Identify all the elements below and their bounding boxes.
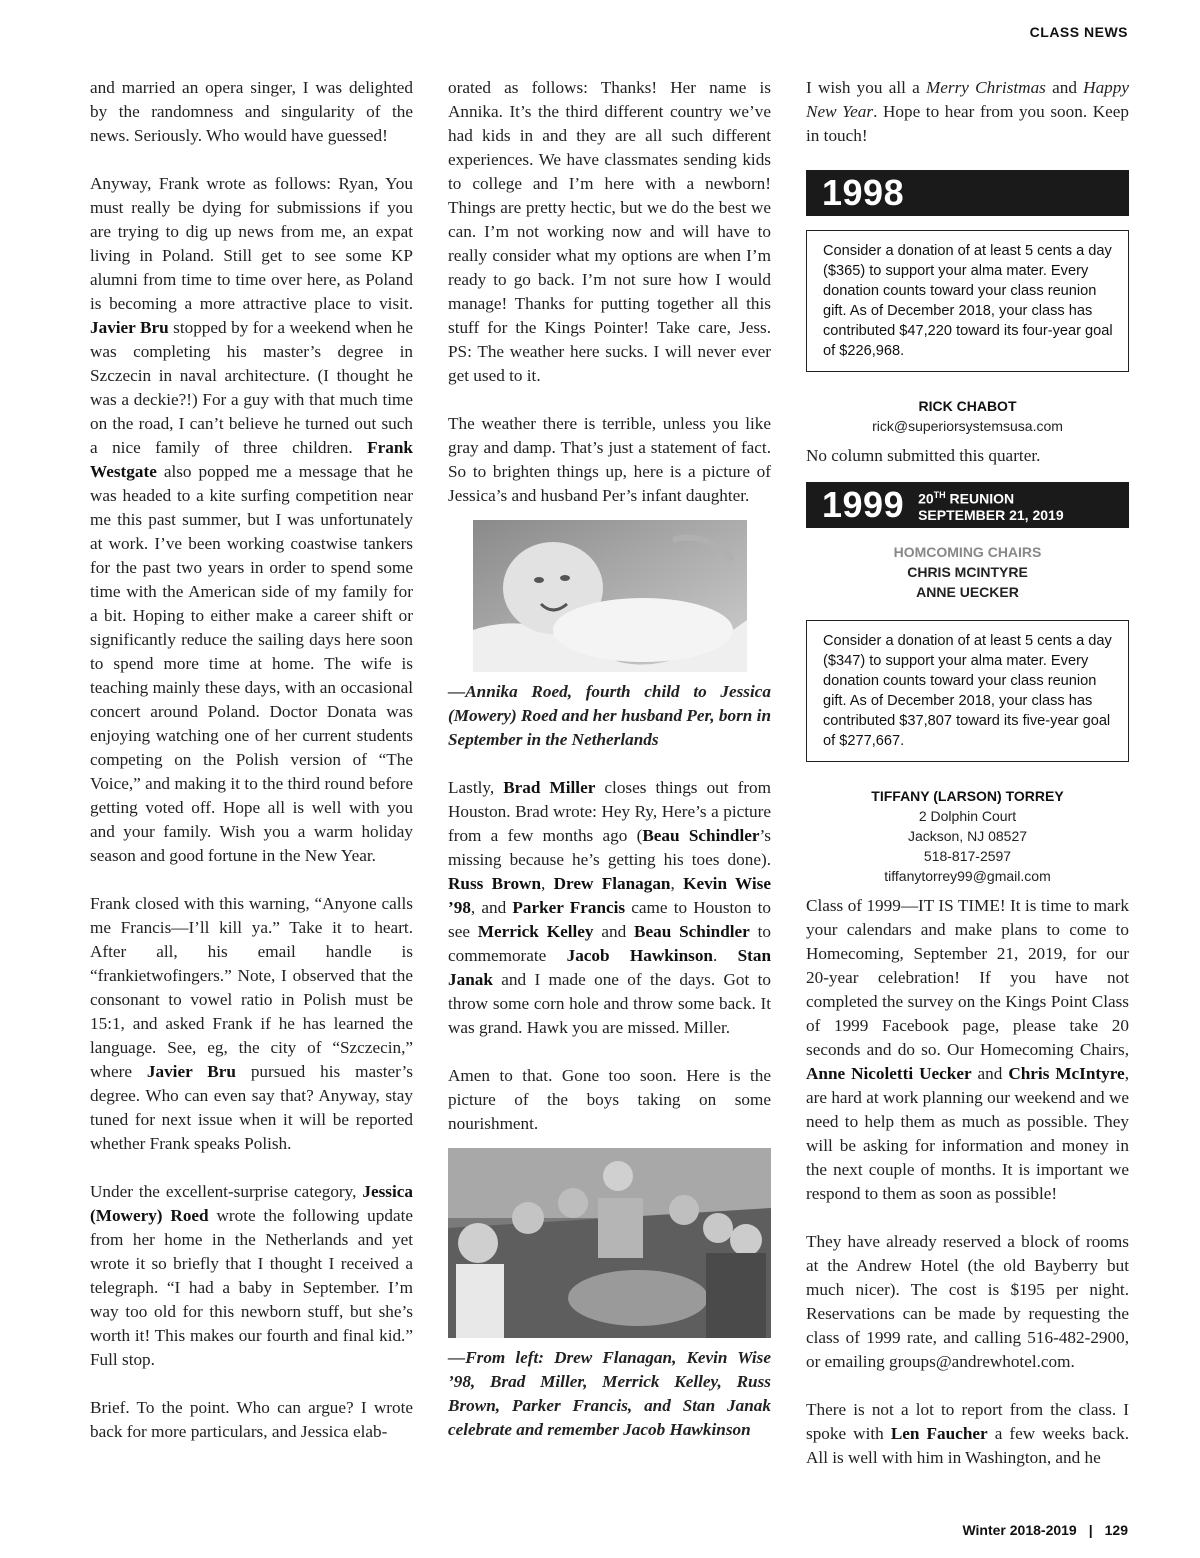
person-name: Drew Flanagan: [553, 874, 671, 893]
paragraph: Frank closed with this warning, “Anyone calls me Francis—I’ll kill ya.” Take it to heart. After all, his email handle is “frankietwofingers.” Note, I observed that the consonant to vowel ratio in Polish must be 15:1, and asked Frank if he has learned the language. See, eg, the city of “Szczecin,” where Javier Bru pursued his master’s degree. Who can even say that? Anyway, stay tuned for next issue when it will be reported whether Frank speaks Polish.: [90, 894, 413, 1153]
chair-name: ANNE UECKER: [916, 584, 1019, 600]
paragraph: Class of 1999—IT IS TIME! It is time to mark your calendars and make plans to come to Homecoming, September 21, 2019, for our 20-year celebration! If you have not completed the survey on the Kings Point Class of 1999 Facebook page, please take 20 seconds and do so. Our Homecoming Chairs, Anne Nicoletti Uecker and Chris McIntyre, are hard at work planning our weekend and we need to help them as much as possible. They will be asking for information and money in the next couple of months. It is important we respond to them as soon as possible!: [806, 896, 1129, 1203]
contact-email: rick@superiorsystemsusa.com: [872, 418, 1063, 434]
person-name: Jacob Hawkinson: [566, 946, 713, 965]
paragraph: Lastly, Brad Miller closes things out from Houston. Brad wrote: Hey Ry, Here’s a picture from a few months ago (Beau Schindler’s missing because he’s getting his toes done). Russ Brown, Drew Flanagan, Kevin Wise ’98, and Parker Francis came to Houston to see Merrick Kelley and Beau Schindler to commemorate Jacob Hawkinson. Stan Janak and I made one of the days. Got to throw some corn hole and throw some back. It was grand. Hawk you are missed. Miller.: [448, 778, 772, 1037]
paragraph: I wish you all a Merry Christmas and Happy New Year. Hope to hear from you soon. Keep in touch!: [806, 78, 1129, 145]
contact-name: RICK CHABOT: [918, 398, 1017, 414]
person-name: Chris McIntyre: [1008, 1064, 1125, 1083]
chair-name: CHRIS MCINTYRE: [907, 564, 1028, 580]
photo-caption: —From left: Drew Flanagan, Kevin Wise ’98, Brad Miller, Merrick Kelley, Russ Brown, Parker Francis, and Stan Janak celebrate and remember Jacob Hawkinson: [448, 1348, 771, 1439]
person-name: Russ Brown: [448, 874, 542, 893]
person-name: Javier Bru: [146, 1062, 236, 1081]
photo-caption: —Annika Roed, fourth child to Jessica (Mowery) Roed and her husband Per, born in September in the Netherlands: [448, 682, 771, 749]
class-year: 1998: [822, 172, 905, 213]
homecoming-chairs: [806, 542, 1129, 602]
column-3: [806, 76, 1129, 1470]
page-footer: [962, 1522, 1128, 1538]
person-name: Beau Schindler: [642, 826, 760, 845]
donation-box: Consider a donation of at least 5 cents a day ($365) to support your alma mater. Every donation counts toward your class reunion gift. As of December 2018, your class has contributed $47,220 toward its four-year goal of $226,968.: [806, 230, 1129, 372]
column-1: [90, 76, 413, 1444]
issue-label: Winter 2018-2019: [962, 1522, 1077, 1538]
class-year-banner: [806, 482, 1129, 528]
section-header: CLASS NEWS: [1029, 24, 1128, 40]
paragraph: Under the excellent-surprise category, Jessica (Mowery) Roed wrote the following update from her home in the Netherlands and yet wrote it so briefly that I thought I received a telegraph. “I had a baby in September. I’m way too old for this newborn stuff, but she’s worth it! This makes our fourth and final kid.” Full stop.: [90, 1182, 413, 1369]
person-name: Len Faucher: [890, 1424, 988, 1443]
footer-separator: |: [1088, 1522, 1093, 1538]
paragraph: There is not a lot to report from the class. I spoke with Len Faucher a few weeks back. All is well with him in Washington, and he: [806, 1400, 1130, 1467]
paragraph: No column submitted this quarter.: [806, 446, 1041, 465]
paragraph: orated as follows: Thanks! Her name is Annika. It’s the third different country we’ve had kids in and they are all such different experiences. We have classmates sending kids to college and I’m here with a newborn! Things are pretty hectic, but we do the best we can. I’m not working now and will have to really consider what my options are when I’m ready to go back. I’m not sure how I would manage! Thanks for putting together all this stuff for the Kings Pointer! Take care, Jess. PS: The weather here sucks. I will never ever get used to it.: [448, 78, 771, 385]
person-name: Beau Schindler: [634, 922, 750, 941]
group-photo: [448, 1148, 771, 1338]
person-name: Brad Miller: [503, 778, 596, 797]
donation-box: Consider a donation of at least 5 cents a day ($347) to support your alma mater. Every donation counts toward your class reunion gift. As of December 2018, your class has contributed $37,807 toward its five-year goal of $277,667.: [806, 620, 1129, 762]
paragraph: The weather there is terrible, unless you like gray and damp. That’s just a statement of fact. So to brighten things up, here is a picture of Jessica’s and husband Per’s infant daughter.: [448, 414, 771, 505]
person-name: Parker Francis: [512, 898, 626, 917]
chairs-heading: HOMCOMING CHAIRS: [893, 544, 1042, 560]
contact-address: 2 Dolphin Court: [918, 808, 1017, 824]
paragraph: and married an opera singer, I was delighted by the randomness and singularity of the news. Seriously. Who would have guessed!: [90, 78, 413, 145]
class-year: 1999: [822, 484, 905, 525]
baby-photo: [473, 520, 747, 672]
contact-phone: 518-817-2597: [923, 848, 1012, 864]
paragraph: Amen to that. Gone too soon. Here is the picture of the boys taking on some nourishment.: [448, 1066, 771, 1133]
paragraph: Anyway, Frank wrote as follows: Ryan, You must really be dying for submissions if you are trying to dig up news from me, an expat living in Poland. Still get to see some KP alumni from time to time over here, as Poland is becoming a more attractive place to visit. Javier Bru stopped by for a weekend when he was completing his master’s degree in Szczecin in naval architecture. (I thought he was a deckie?!) For a guy with that much time on the road, I can’t believe he turned out such a nice family of three children. Frank Westgate also popped me a message that he was headed to a kite surfing competition near me this past summer, but I was unfortunately at work. I’ve been working coastwise tankers for the past two years in order to spend some time with the American side of my family for a bit. Hoping to either make a career shift or significantly reduce the sailing days here soon to spend more time at home. The wife is teaching mainly these days, with an occasional concert around Poland. Doctor Donata was enjoying watching one of her current students competing on the Polish version of “The Voice,” and making it to the third round before getting voted off. Hope all is well with you and your family. Wish you a warm holiday season and good fortune in the New Year.: [90, 174, 413, 865]
contact-email: tiffanytorrey99@gmail.com: [884, 868, 1051, 884]
class-contact: [806, 786, 1129, 886]
class-year-banner: [806, 170, 1129, 216]
contact-address: Jackson, NJ 08527: [907, 828, 1028, 844]
person-name: Stan Janak: [448, 946, 772, 989]
class-contact: [806, 396, 1129, 436]
contact-name: TIFFANY (LARSON) TORREY: [871, 788, 1064, 804]
reunion-info: 20TH REUNION SEPTEMBER 21, 2019: [918, 490, 1064, 523]
person-name: Kevin Wise ’98: [448, 874, 771, 917]
paragraph: Brief. To the point. Who can argue? I wrote back for more particulars, and Jessica elab-: [90, 1398, 413, 1441]
column-2: [448, 76, 771, 1466]
person-name: Anne Nicoletti Uecker: [806, 1064, 972, 1083]
page-number: 129: [1104, 1522, 1128, 1538]
paragraph: They have already reserved a block of rooms at the Andrew Hotel (the old Bayberry but much nicer). The cost is $195 per night. Reservations can be made by requesting the class of 1999 rate, and calling 516-482-2900, or emailing groups@andrewhotel.com.: [806, 1232, 1129, 1371]
person-name: Frank Westgate: [90, 438, 413, 481]
person-name: Jessica (Mowery) Roed: [90, 1182, 413, 1225]
person-name: Merrick Kelley: [477, 922, 594, 941]
person-name: Javier Bru: [90, 318, 169, 337]
